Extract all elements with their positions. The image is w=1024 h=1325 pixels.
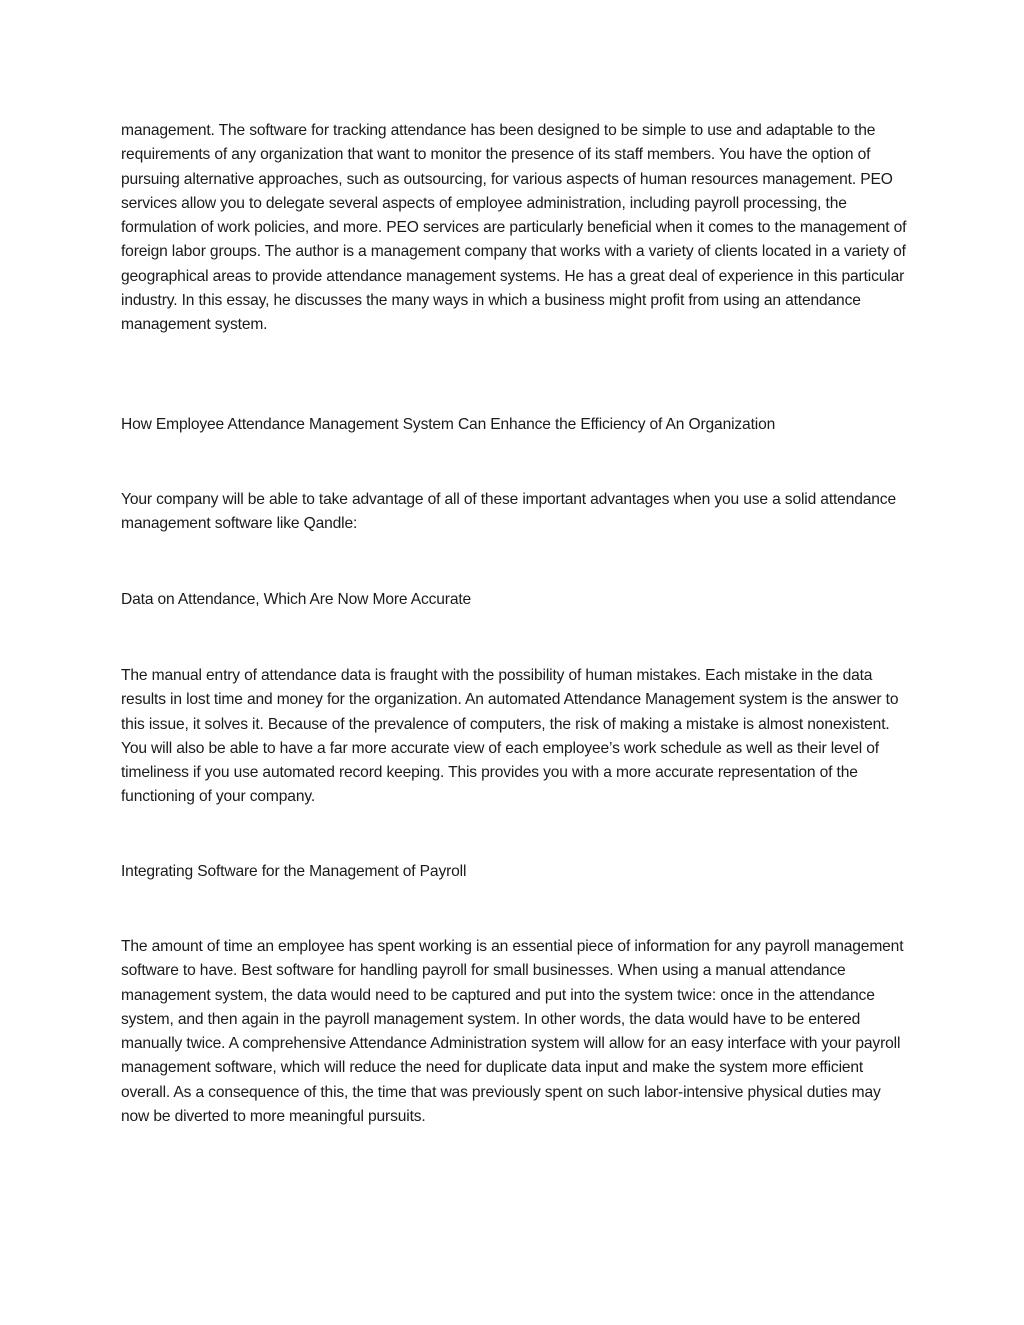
section-heading-accurate-data: Data on Attendance, Which Are Now More Accurate [121, 591, 472, 608]
advantages-intro-paragraph: Your company will be able to take advantage of all of these important advantages when you use a solid attendance management software like Qandle: [121, 491, 896, 533]
payroll-paragraph: The amount of time an employee has spent working is an essential piece of information for any payroll management software to have. Best software for handling payroll for small businesses. When using a manual attendance management system, the data would need to be captured and put into the system twice: once in the attendance system, and then again in the payroll management system. In other words, the data would have to be entered manually twice. A comprehensive Attendance Administration system will allow for an easy interface with your payroll management software, which will reduce the need for duplicate data input and make the system more efficient overall. As a consequence of this, the time that was previously spent on such labor-intensive physical duties may now be diverted to more meaningful pursuits. [121, 938, 904, 1126]
intro-paragraph: management. The software for tracking attendance has been designed to be simple to use and adaptable to the requirements of any organization that want to monitor the presence of its staff members. You have the option of pursuing alternative approaches, such as outsourcing, for various aspects of human resources management. PEO services allow you to delegate several aspects of employee administration, including payroll processing, the formulation of work policies, and more. PEO services are particularly beneficial when it comes to the management of foreign labor groups. The author is a management company that works with a variety of clients located in a variety of geographical areas to provide attendance management systems. He has a great deal of experience in this particular industry. In this essay, he discusses the many ways in which a business might profit from using an attendance management system. [121, 122, 907, 334]
section-heading-payroll: Integrating Software for the Management of Payroll [121, 863, 467, 880]
section-heading-efficiency: How Employee Attendance Management System Can Enhance the Efficiency of An Organization [121, 416, 776, 433]
accurate-data-paragraph: The manual entry of attendance data is fraught with the possibility of human mistakes. Each mistake in the data results in lost time and money for the organization. An automated Attendance Management system is the answer to this issue, it solves it. Because of the prevalence of computers, the risk of making a mistake is almost nonexistent. You will also be able to have a far more accurate view of each employee’s work schedule as well as their level of timeliness if you use automated record keeping. This provides you with a more accurate representation of the functioning of your company. [121, 667, 899, 806]
